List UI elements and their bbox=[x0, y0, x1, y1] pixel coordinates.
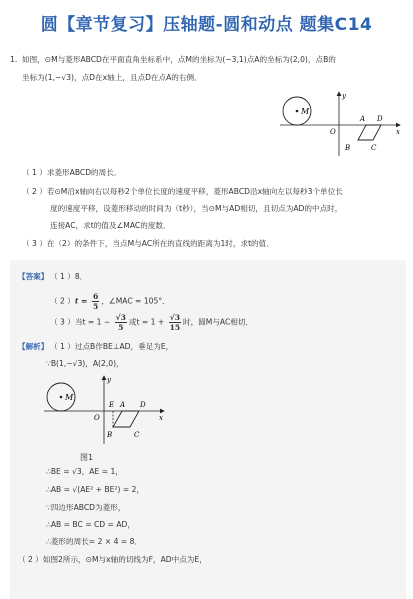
answer-3 bbox=[50, 313, 253, 332]
rhombus-abcd bbox=[358, 125, 381, 140]
answer-2-t: t = bbox=[74, 296, 91, 306]
answer-2-prefix: （ 2 ） bbox=[50, 296, 75, 306]
analysis-figure bbox=[44, 374, 169, 449]
label-b: B bbox=[107, 431, 113, 439]
sub-question-3: （ 3 ）在（2）的条件下，当点M与AC所在的直线的距离为1时，求t的值． bbox=[22, 239, 274, 248]
question-line-1: 如图，⊙M与菱形ABCD在平面直角坐标系中，点M的坐标为(−3,1)点A的坐标为(2,0)，点B的 bbox=[22, 55, 336, 64]
answer-2-angle: ，∠MAC = 105°． bbox=[101, 296, 170, 306]
center-dot bbox=[296, 110, 299, 113]
question-line-2: 坐标为(1,−√3)，点D在x轴上，且点D在点A的右侧． bbox=[22, 73, 202, 82]
label-a: A bbox=[360, 115, 366, 123]
label-y: y bbox=[107, 376, 111, 384]
answer-3-fraction-1 bbox=[115, 313, 127, 332]
sub-question-2-line-1: （ 2 ）若⊙M沿x轴向右以每秒2个单位长度的速度平移，菱形ABCD沿x轴向左以每秒3个单位长 bbox=[22, 187, 343, 196]
analysis-line-4: ∴AB = √(AE² + BE²) = 2， bbox=[46, 485, 145, 494]
analysis-tag: 【解析】 bbox=[18, 342, 49, 351]
analysis-line-1: （ 1 ）过点B作BE⊥AD，垂足为E， bbox=[50, 342, 174, 351]
label-o: O bbox=[330, 128, 336, 136]
answer-3-suffix: 时，圆M与AC相切． bbox=[183, 317, 254, 327]
label-b: B bbox=[345, 144, 351, 152]
analysis-line-7: ∴菱形的周长= 2 × 4 = 8． bbox=[46, 537, 143, 546]
center-dot bbox=[60, 396, 63, 399]
sub-question-2-line-3: 连接AC，求t的值及∠MAC的度数． bbox=[50, 221, 171, 230]
fraction-denominator: 5 bbox=[93, 302, 99, 311]
label-e: E bbox=[109, 401, 115, 409]
sub-question-2-line-2: 度的速度平移，设菱形移动的时间为（t秒），当⊙M与AD相切，且切点为AD的中点时， bbox=[50, 204, 343, 213]
fraction-numerator: √3 bbox=[115, 313, 126, 322]
label-c: C bbox=[371, 144, 377, 152]
fraction-denominator: 5 bbox=[118, 323, 124, 332]
label-c: C bbox=[134, 431, 140, 439]
fraction-numerator: 6 bbox=[93, 292, 99, 301]
answer-2 bbox=[50, 292, 170, 311]
answer-tag: 【答案】 bbox=[18, 272, 49, 281]
sub-question-1: （ 1 ）求菱形ABCD的周长． bbox=[22, 168, 122, 177]
label-x: x bbox=[396, 128, 400, 136]
analysis-line-2: ∵B(1,−√3)，A(2,0)， bbox=[46, 359, 124, 368]
analysis-line-8: （ 2 ）如图2所示，⊙M与x轴的切线为F，AD中点为E， bbox=[18, 555, 207, 564]
label-m: M bbox=[301, 107, 310, 116]
label-o: O bbox=[94, 414, 100, 422]
analysis-line-3: ∴BE = √3，AE = 1， bbox=[46, 467, 123, 476]
question-figure bbox=[280, 90, 405, 158]
figure-caption: 图1 bbox=[80, 453, 94, 462]
answer-3-middle: 或t = 1 + bbox=[128, 317, 167, 327]
label-d: D bbox=[140, 401, 146, 409]
label-m: M bbox=[65, 393, 74, 402]
answer-3-prefix: （ 3 ）当t = 1 − bbox=[50, 317, 113, 327]
answer-1: （ 1 ）8． bbox=[50, 272, 88, 281]
question-number: 1. bbox=[10, 55, 18, 64]
fraction-numerator: √3 bbox=[169, 313, 180, 322]
analysis-line-6: ∴AB = BC = CD = AD， bbox=[46, 520, 135, 529]
answer-3-fraction-2 bbox=[169, 313, 181, 332]
label-d: D bbox=[377, 115, 383, 123]
rhombus-abcd bbox=[113, 411, 139, 427]
fraction-denominator: 15 bbox=[169, 323, 181, 332]
analysis-line-5: ∵四边形ABCD为菱形， bbox=[46, 503, 126, 512]
label-a: A bbox=[120, 401, 126, 409]
page-title: 圆【章节复习】压轴题-圆和动点 题集C14 bbox=[40, 15, 373, 35]
label-x: x bbox=[159, 414, 163, 422]
answer-2-fraction bbox=[92, 292, 99, 311]
label-y: y bbox=[342, 92, 346, 100]
